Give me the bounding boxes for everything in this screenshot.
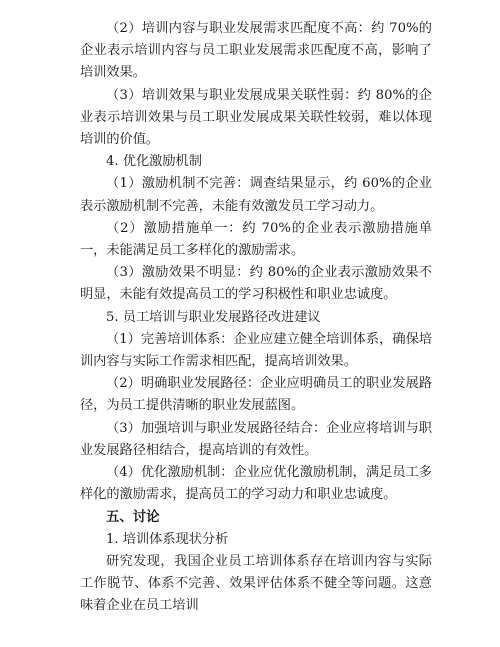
paragraph-training-effect-link: （3）培训效果与职业发展成果关联性弱：约 80%的企业表示培训效果与员工职业发展成果关联性较弱，难以体现培训的价值。 <box>80 87 432 148</box>
paragraph-research-findings: 研究发现，我国企业员工培训体系存在培训内容与实际工作脱节、体系不完善、效果评估体系不健全等问题。这意味着企业在员工培训 <box>80 553 432 614</box>
section-heading-training-analysis: 1. 培训体系现状分析 <box>106 531 229 547</box>
paragraph-suggestion-incentive: （4）优化激励机制：企业应优化激励机制，满足员工多样化的激励需求，提高员工的学习动力和职业忠诚度。 <box>80 465 432 503</box>
paragraph-training-content-match: （2）培训内容与职业发展需求匹配度不高：约 70%的企业表示培训内容与员工职业发展需求匹配度不高，影响了培训效果。 <box>80 21 432 81</box>
document-body <box>80 18 432 617</box>
paragraph-incentive-effect: （3）激励效果不明显：约 80%的企业表示激励效果不明显，未能有效提高员工的学习积极性和职业忠诚度。 <box>80 265 432 303</box>
paragraph-suggestion-path: （2）明确职业发展路径：企业应明确员工的职业发展路径，为员工提供清晰的职业发展蓝图。 <box>80 376 432 414</box>
section-heading-suggestions: 5. 员工培训与职业发展路径改进建议 <box>106 309 321 325</box>
paragraph-suggestion-combine: （3）加强培训与职业发展路径结合：企业应将培训与职业发展路径相结合，提高培训的有效性。 <box>80 420 432 458</box>
paragraph-incentive-single: （2）激励措施单一：约 70%的企业表示激励措施单一，未能满足员工多样化的激励需求。 <box>80 220 432 259</box>
paragraph-suggestion-system: （1）完善培训体系：企业应建立健全培训体系，确保培训内容与实际工作需求相匹配，提高培训效果。 <box>80 331 432 370</box>
section-heading-incentive: 4. 优化激励机制 <box>106 154 202 170</box>
chapter-heading-discussion: 五、讨论 <box>106 509 160 526</box>
paragraph-incentive-incomplete: （1）激励机制不完善：调查结果显示，约 60%的企业表示激励机制不完善，未能有效激发员工学习动力。 <box>80 176 432 214</box>
